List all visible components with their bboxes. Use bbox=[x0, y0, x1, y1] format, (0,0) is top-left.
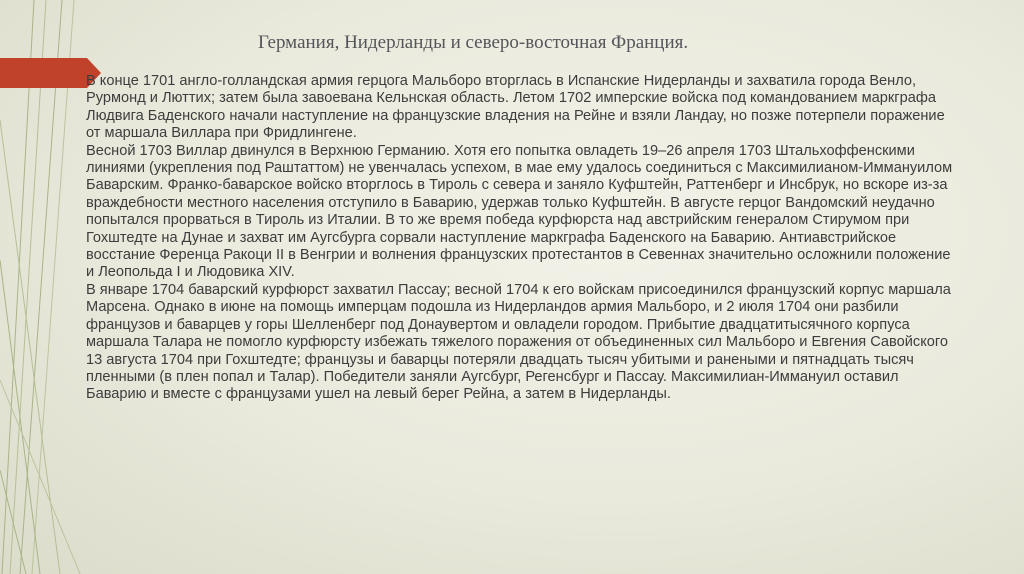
slide-title: Германия, Нидерланды и северо-восточная Франция. bbox=[258, 32, 689, 53]
paragraph-1: В конце 1701 англо-голландская армия герцога Мальборо вторглась в Испанские Нидерланды и захватила города Венло, Рурмонд и Люттих; затем была завоевана Кельнская область. Летом 1702 имперские войска под командованием маркграфа Людвига Баденского начали наступление на французские владения на Рейне и взяли Ландау, но позже потерпели поражение от маршала Виллара при Фридлингене. bbox=[86, 73, 945, 142]
paragraph-3: В январе 1704 баварский курфюрст захватил Пассау; весной 1704 к его войскам присоединился французский корпус маршала Марсена. Однако в июне на помощь имперцам подошла из Нидерландов армия Мальборо, и 2 июля 1704 они разбили французов и баварцев у горы Шелленберг под Донаувертом и овладели городом. Прибытие двадцатитысячного корпуса маршала Талара не помогло курфюрсту избежать тяжелого поражения от объединенных сил Мальборо и Евгения Савойского 13 августа 1704 при Гохштедте; французы и баварцы потеряли двадцать тысяч убитыми и ранеными и пятнадцать тысяч пленными (в плен попал и Талар). Победители заняли Аугсбург, Регенсбург и Пассау. Максимилиан-Иммануил оставил Баварию и вместе с французами ушел на левый берег Рейна, а затем в Нидерланды. bbox=[86, 281, 951, 403]
paragraph-2: Весной 1703 Виллар двинулся в Верхнюю Германию. Хотя его попытка овладеть 19–26 апреля 1703 Штальхоффенскими линиями (укрепления под Раштаттом) не увенчалась успехом, в мае ему удалось соединиться с Максимилианом-Иммануилом Баварским. Франко-баварское войско вторглось в Тироль с севера и заняло Куфштейн, Раттенберг и Инсбрук, но вскоре из-за враждебности местного населения отступило в Баварию, удержав только Куфштейн. В августе герцог Вандомский неудачно попытался прорваться в Тироль из Италии. В то же время победа курфюрста над австрийским генералом Стирумом при Гохштедте на Дунае и захват им Аугсбурга сорвали наступление маркграфа Баденского на Баварию. Антиавстрийское восстание Ференца Ракоци II в Венгрии и волнения французских протестантов в Севеннах значительно осложнили положение и Леопольда I и Людовика XIV. bbox=[86, 142, 953, 281]
slide-body bbox=[86, 73, 958, 404]
accent-arrow-bar bbox=[0, 58, 87, 88]
